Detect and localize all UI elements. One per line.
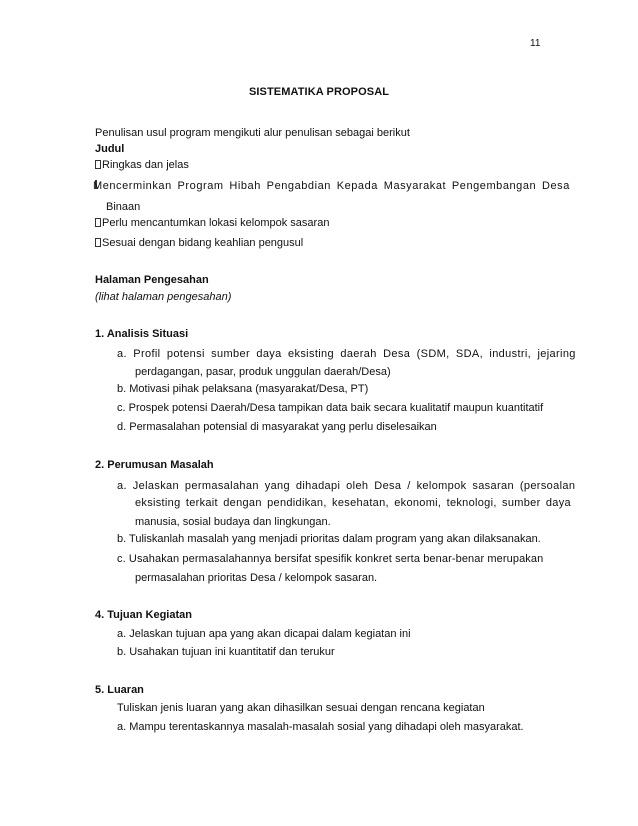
analisis-item-b: b. Motivasi pihak pelaksana (masyarakat/Desa, PT) — [117, 383, 369, 395]
perumusan-item-b: b. Tuliskanlah masalah yang menjadi prioritas dalam program yang akan dilaksanakan. — [117, 533, 541, 545]
tujuan-item-a: a. Jelaskan tujuan apa yang akan dicapai dalam kegiatan ini — [117, 628, 411, 640]
analisis-item-c: c. Prospek potensi Daerah/Desa tampikan data baik secara kualitatif maupun kuantitatif — [117, 402, 544, 414]
pengesahan-note: (lihat halaman pengesahan) — [95, 291, 232, 303]
perumusan-item-a-line1: a. Jelaskan permasalahan yang dihadapi oleh Desa / kelompok sasaran (persoalan — [117, 480, 576, 492]
analisis-item-a-line2: perdagangan, pasar, produk unggulan daerah/Desa) — [135, 366, 391, 378]
perumusan-item-a-line2: eksisting terkait dengan pendidikan, kesehatan, ekonomi, teknologi, sumber daya — [135, 497, 571, 509]
document-title: SISTEMATIKA PROPOSAL — [248, 86, 390, 98]
analisis-item-d: d. Permasalahan potensial di masyarakat yang perlu diselesaikan — [117, 421, 437, 433]
judul-bullet-1: Ringkas dan jelas — [95, 159, 189, 171]
judul-bullet-4: Sesuai dengan bidang keahlian pengusul — [95, 237, 303, 249]
bullet-box-icon — [95, 218, 101, 227]
analisis-heading: 1. Analisis Situasi — [95, 328, 189, 340]
luaran-heading: 5. Luaran — [95, 684, 144, 696]
bullet-box-icon — [95, 160, 101, 169]
judul-bullet-3: Perlu mencantumkan lokasi kelompok sasaran — [95, 217, 329, 229]
perumusan-item-a-line3: manusia, sosial budaya dan lingkungan. — [135, 516, 331, 528]
perumusan-item-c-line1: c. Usahakan permasalahannya bersifat spesifik konkret serta benar-benar merupakan — [117, 553, 544, 565]
luaran-item-a: a. Mampu terentaskannya masalah-masalah sosial yang dihadapi oleh masyarakat. — [117, 721, 524, 733]
judul-bullet-2: Mencerminkan Program Hibah Pengabdian Kepada Masyarakat Pengembangan Desa — [93, 180, 570, 192]
bullet-box-icon — [95, 238, 101, 247]
perumusan-item-c-line2: permasalahan prioritas Desa / kelompok sasaran. — [135, 572, 378, 584]
intro-text: Penulisan usul program mengikuti alur penulisan sebagai berikut — [95, 127, 410, 139]
tujuan-item-b: b. Usahakan tujuan ini kuantitatif dan terukur — [117, 646, 335, 658]
judul-heading: Judul — [95, 143, 125, 155]
perumusan-heading: 2. Perumusan Masalah — [95, 459, 214, 471]
page-number: 11 — [530, 38, 541, 49]
tujuan-heading: 4. Tujuan Kegiatan — [95, 609, 192, 621]
luaran-intro: Tuliskan jenis luaran yang akan dihasilkan sesuai dengan rencana kegiatan — [117, 702, 485, 714]
analisis-item-a-line1: a. Profil potensi sumber daya eksisting daerah Desa (SDM, SDA, industri, jejaring — [117, 348, 576, 360]
judul-bullet-2-cont: Binaan — [106, 201, 141, 213]
pengesahan-heading: Halaman Pengesahan — [95, 274, 209, 286]
